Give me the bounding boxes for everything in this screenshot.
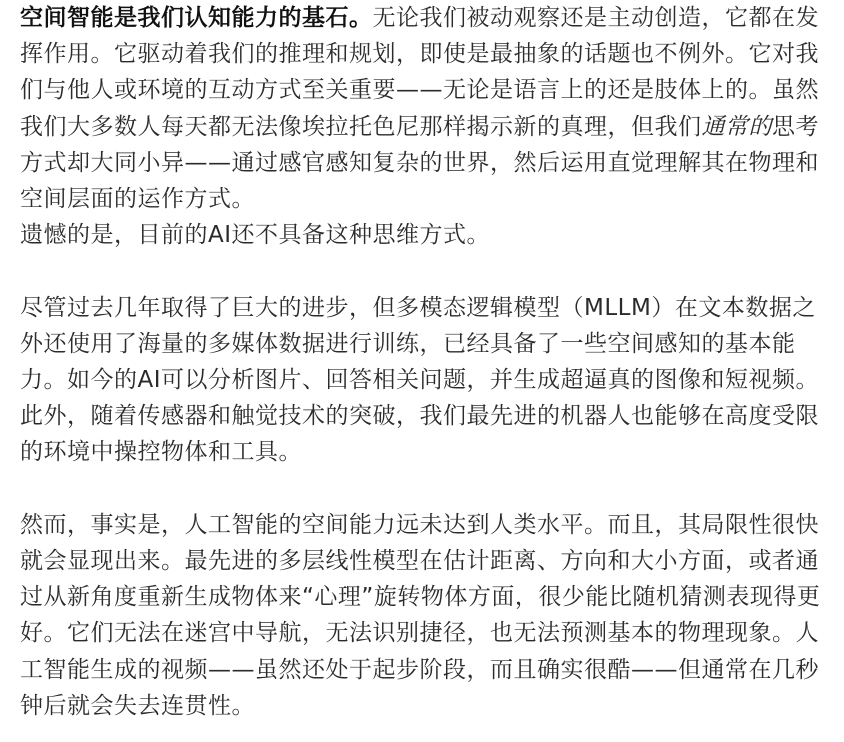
paragraph-gap (20, 471, 832, 507)
emphasis-text: 通常的 (701, 113, 772, 140)
paragraph-gap (20, 253, 832, 289)
lead-sentence: 空间智能是我们认知能力的基石。 (20, 5, 373, 31)
paragraph-1 (20, 0, 832, 253)
paragraph-2: 尽管过去几年取得了巨大的进步，但多模态逻辑模型（MLLM）在文本数据之外还使用了海量的多媒体数据进行训练，已经具备了一些空间感知的基本能力。如今的AI可以分析图片、回答相关问题，并生成超逼真的图像和短视频。此外，随着传感器和触觉技术的突破，我们最先进的机器人也能够在高度受限的环境中操控物体和工具。 (20, 294, 820, 466)
article-body (20, 0, 832, 724)
paragraph-text: 思考方式却大同小异——通过感官感知复杂的世界，然后运用直觉理解其在物理和空间层面的运作方式。 (20, 113, 819, 213)
paragraph-text: 遗憾的是，目前的AI还不具备这种思维方式。 (20, 222, 491, 249)
paragraph-text: 无论我们被动观察还是主动创造，它都在发挥作用。它驱动着我们的推理和规划，即使是最抽象的话题也不例外。它对我们与他人或环境的互动方式至关重要——无论是语言上的还是肢体上的。虽然我们大多数人每天都无法像埃拉托色尼那样揭示新的真理，但我们 (20, 5, 819, 140)
paragraph-3: 然而，事实是，人工智能的空间能力远未达到人类水平。而且，其局限性很快就会显现出来。最先进的多层线性模型在估计距离、方向和大小方面，或者通过从新角度重新生成物体来“心理”旋转物体方面，很少能比随机猜测表现得更好。它们无法在迷宫中导航，无法识别捷径，也无法预测基本的物理现象。人工智能生成的视频——虽然还处于起步阶段，而且确实很酷——但通常在几秒钟后就会失去连贯性。 (20, 511, 821, 719)
